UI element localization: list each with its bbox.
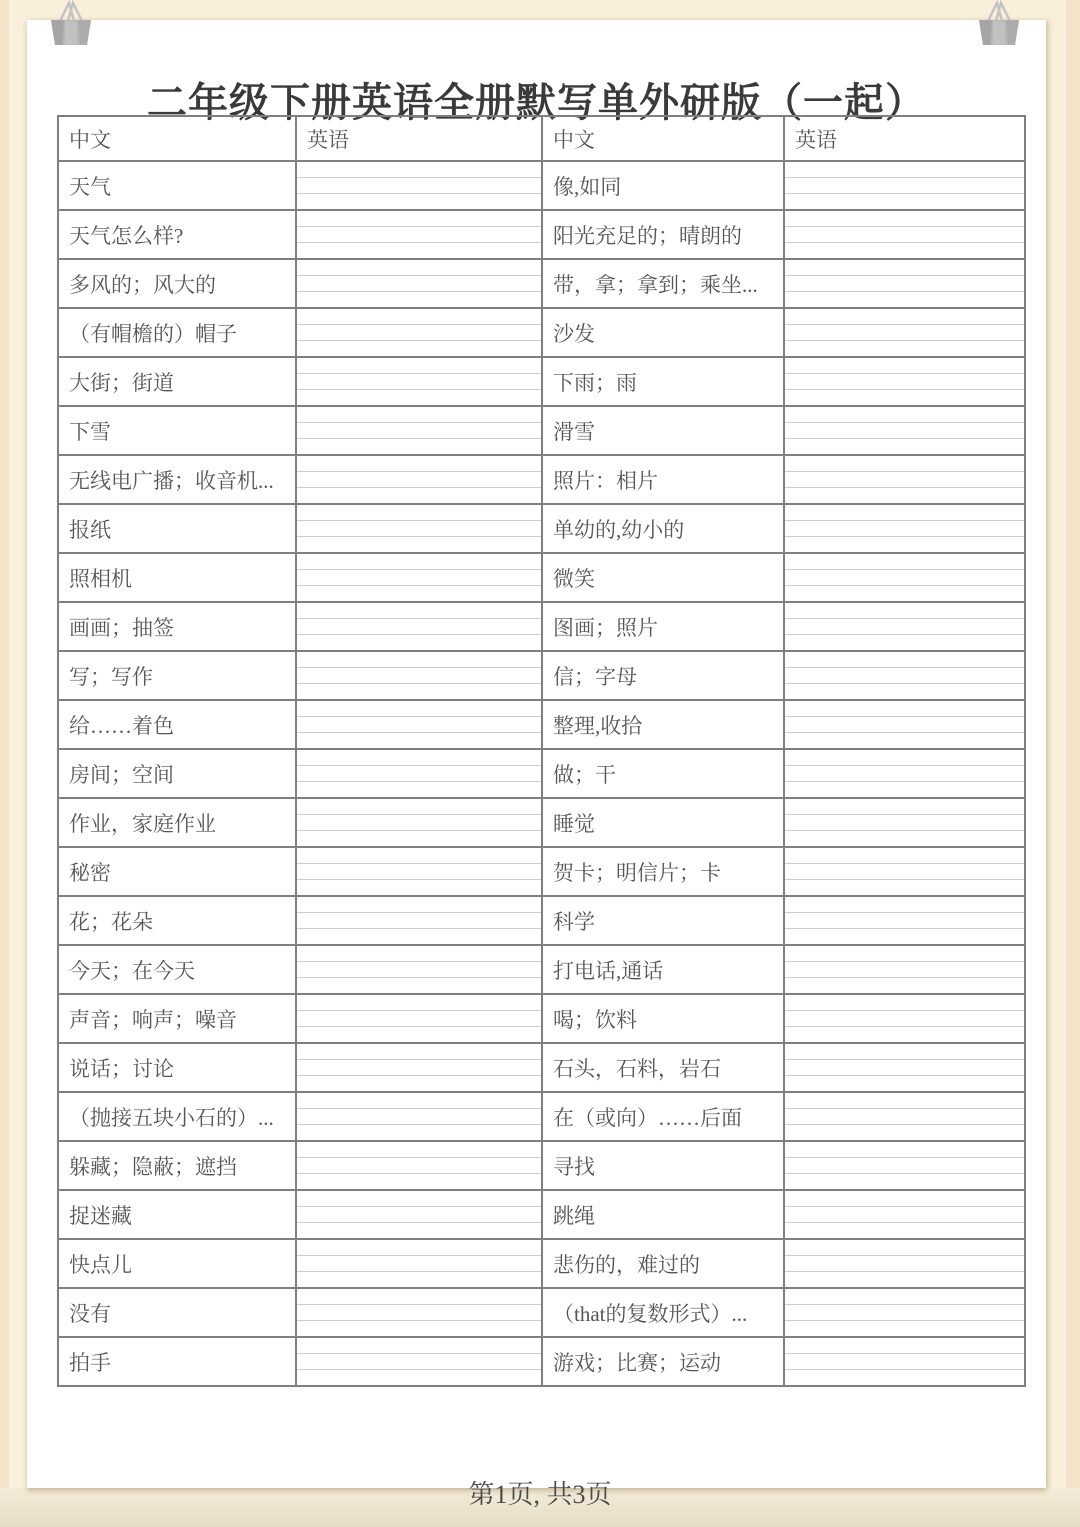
chinese-word-cell: 贺卡；明信片；卡 [542,847,784,896]
chinese-word-cell: 整理,收拾 [542,700,784,749]
table-row [58,259,1025,308]
english-answer-cell [784,357,1025,406]
english-answer-cell [784,749,1025,798]
chinese-word-cell: 照片：相片 [542,455,784,504]
english-answer-cell [296,1288,542,1337]
chinese-word-cell: 房间；空间 [58,749,296,798]
table-row [58,994,1025,1043]
chinese-word-cell: 秘密 [58,847,296,896]
chinese-word-cell: 没有 [58,1288,296,1337]
english-answer-cell [296,161,542,210]
english-answer-cell [296,896,542,945]
english-answer-cell [296,308,542,357]
chinese-word-cell: 寻找 [542,1141,784,1190]
chinese-word-cell: 捉迷藏 [58,1190,296,1239]
chinese-word-cell: 微笑 [542,553,784,602]
chinese-word-cell: 花；花朵 [58,896,296,945]
english-answer-cell [784,945,1025,994]
english-answer-cell [784,700,1025,749]
page-number: 第1页, 共3页 [468,1480,612,1509]
english-answer-cell [296,1190,542,1239]
page-title: 二年级下册英语全册默写单外研版（一起） [147,79,926,125]
chinese-word-cell: 天气怎么样? [58,210,296,259]
english-answer-cell [784,210,1025,259]
chinese-word-cell: 石头，石料，岩石 [542,1043,784,1092]
english-answer-cell [784,406,1025,455]
english-answer-cell [296,602,542,651]
binder-clip-icon [972,0,1026,48]
table-row [58,602,1025,651]
english-answer-cell [296,945,542,994]
chinese-word-cell: 多风的；风大的 [58,259,296,308]
background-edge-left [0,0,9,1527]
chinese-word-cell: 报纸 [58,504,296,553]
english-answer-cell [296,259,542,308]
chinese-word-cell: 画画；抽签 [58,602,296,651]
chinese-word-cell: 图画；照片 [542,602,784,651]
table-row [58,308,1025,357]
table-row [58,945,1025,994]
english-answer-cell [784,1190,1025,1239]
chinese-word-cell: 躲藏；隐蔽；遮挡 [58,1141,296,1190]
chinese-word-cell: 信；字母 [542,651,784,700]
table-row [58,749,1025,798]
english-answer-cell [296,994,542,1043]
table-row [58,210,1025,259]
english-answer-cell [296,553,542,602]
table-row [58,357,1025,406]
english-answer-cell [784,504,1025,553]
english-answer-cell [296,749,542,798]
table-row [58,455,1025,504]
english-answer-cell [784,1239,1025,1288]
english-answer-cell [296,798,542,847]
english-answer-cell [296,700,542,749]
background-edge-right [1066,0,1080,1527]
table-row [58,504,1025,553]
column-header-chinese-1: 中文 [58,116,296,161]
chinese-word-cell: 说话；讨论 [58,1043,296,1092]
chinese-word-cell: 做；干 [542,749,784,798]
chinese-word-cell: 滑雪 [542,406,784,455]
chinese-word-cell: 悲伤的，难过的 [542,1239,784,1288]
document-page [27,20,1046,1488]
table-row [58,651,1025,700]
vocab-table [57,115,1026,1387]
english-answer-cell [296,455,542,504]
chinese-word-cell: （有帽檐的）帽子 [58,308,296,357]
table-row [58,1092,1025,1141]
chinese-word-cell: 作业，家庭作业 [58,798,296,847]
table-row [58,161,1025,210]
chinese-word-cell: 单幼的,幼小的 [542,504,784,553]
english-answer-cell [784,896,1025,945]
english-answer-cell [784,1092,1025,1141]
chinese-word-cell: （that的复数形式）... [542,1288,784,1337]
english-answer-cell [296,504,542,553]
english-answer-cell [784,1043,1025,1092]
table-row [58,1043,1025,1092]
english-answer-cell [296,1043,542,1092]
english-answer-cell [296,847,542,896]
table-row [58,1141,1025,1190]
english-answer-cell [296,357,542,406]
chinese-word-cell: 拍手 [58,1337,296,1386]
table-row [58,847,1025,896]
chinese-word-cell: 喝；饮料 [542,994,784,1043]
chinese-word-cell: 科学 [542,896,784,945]
english-answer-cell [784,1337,1025,1386]
table-header-row [58,116,1025,161]
english-answer-cell [784,161,1025,210]
chinese-word-cell: （抛接五块小石的）... [58,1092,296,1141]
english-answer-cell [784,798,1025,847]
vocab-table-body [58,161,1025,1386]
chinese-word-cell: 跳绳 [542,1190,784,1239]
chinese-word-cell: 带，拿；拿到；乘坐... [542,259,784,308]
chinese-word-cell: 照相机 [58,553,296,602]
chinese-word-cell: 给……着色 [58,700,296,749]
chinese-word-cell: 天气 [58,161,296,210]
english-answer-cell [296,1239,542,1288]
english-answer-cell [296,1092,542,1141]
chinese-word-cell: 快点儿 [58,1239,296,1288]
chinese-word-cell: 睡觉 [542,798,784,847]
chinese-word-cell: 大街；街道 [58,357,296,406]
chinese-word-cell: 阳光充足的；晴朗的 [542,210,784,259]
chinese-word-cell: 下雨；雨 [542,357,784,406]
table-row [58,1190,1025,1239]
table-row [58,896,1025,945]
chinese-word-cell: 游戏；比赛；运动 [542,1337,784,1386]
english-answer-cell [784,455,1025,504]
column-header-english-2: 英语 [784,116,1025,161]
english-answer-cell [296,1141,542,1190]
chinese-word-cell: 今天；在今天 [58,945,296,994]
english-answer-cell [784,1141,1025,1190]
english-answer-cell [784,308,1025,357]
english-answer-cell [296,210,542,259]
table-row [58,1337,1025,1386]
table-row [58,1239,1025,1288]
english-answer-cell [296,1337,542,1386]
chinese-word-cell: 声音；响声；噪音 [58,994,296,1043]
table-row [58,553,1025,602]
table-row [58,798,1025,847]
english-answer-cell [784,651,1025,700]
table-row [58,700,1025,749]
english-answer-cell [784,994,1025,1043]
chinese-word-cell: 无线电广播；收音机... [58,455,296,504]
english-answer-cell [784,259,1025,308]
english-answer-cell [296,406,542,455]
english-answer-cell [784,1288,1025,1337]
english-answer-cell [784,847,1025,896]
column-header-english-1: 英语 [296,116,542,161]
chinese-word-cell: 下雪 [58,406,296,455]
column-header-chinese-2: 中文 [542,116,784,161]
table-row [58,1288,1025,1337]
chinese-word-cell: 在（或向）……后面 [542,1092,784,1141]
chinese-word-cell: 沙发 [542,308,784,357]
chinese-word-cell: 像,如同 [542,161,784,210]
chinese-word-cell: 写；写作 [58,651,296,700]
english-answer-cell [784,602,1025,651]
chinese-word-cell: 打电话,通话 [542,945,784,994]
table-row [58,406,1025,455]
english-answer-cell [296,651,542,700]
english-answer-cell [784,553,1025,602]
binder-clip-icon [44,0,98,48]
